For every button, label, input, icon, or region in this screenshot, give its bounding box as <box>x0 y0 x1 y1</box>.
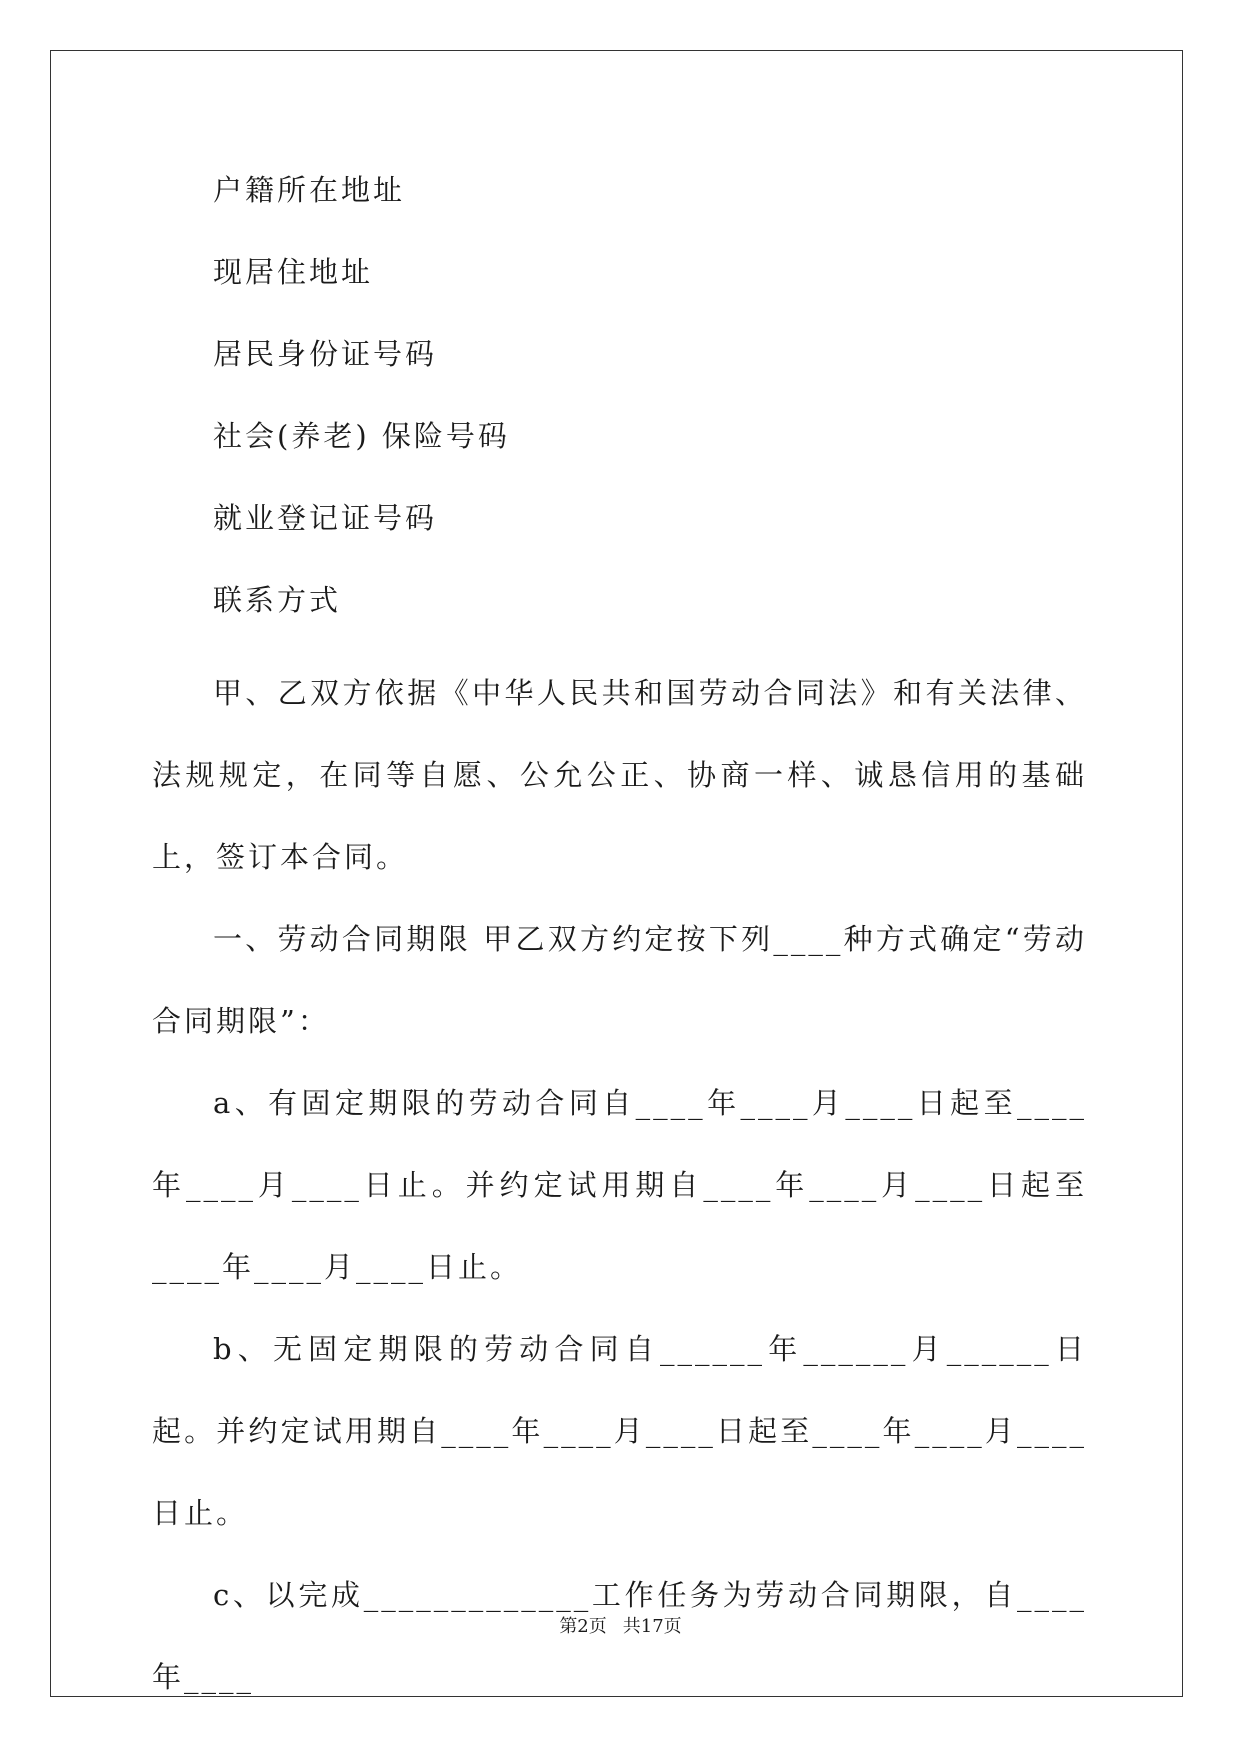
field-contact: 联系方式 <box>213 583 342 617</box>
page-number: 第2页 <box>559 1616 607 1637</box>
paragraph-task-term: c、以完成_____________工作任务为劳动合同期限，自____年____ <box>152 1578 1087 1694</box>
paragraph-fixed-term: a、有固定期限的劳动合同自____年____月____日起至____年____月____日止。并约定试用期自____年____月____日起至____年____月____日止。 <box>152 1086 1087 1284</box>
page-footer <box>0 1612 1241 1638</box>
field-social-insurance-number: 社会(养老) 保险号码 <box>213 419 510 453</box>
field-household-address: 户籍所在地址 <box>213 173 406 207</box>
paragraph-preamble: 甲、乙双方依据《中华人民共和国劳动合同法》和有关法律、法规规定，在同等自愿、公允公正、协商一样、诚恳信用的基础上，签订本合同。 <box>152 676 1087 874</box>
field-employment-registration-number: 就业登记证号码 <box>213 501 438 535</box>
page-total: 共17页 <box>622 1616 682 1637</box>
field-current-address: 现居住地址 <box>213 255 374 289</box>
document-body <box>152 160 1087 1718</box>
field-id-number: 居民身份证号码 <box>213 337 438 371</box>
paragraph-open-term: b、无固定期限的劳动合同自______年______月______日起。并约定试用期自____年____月____日起至____年____月____日止。 <box>152 1332 1087 1530</box>
paragraph-contract-term: 一、劳动合同期限 甲乙双方约定按下列____种方式确定“劳动合同期限”： <box>152 922 1087 1038</box>
